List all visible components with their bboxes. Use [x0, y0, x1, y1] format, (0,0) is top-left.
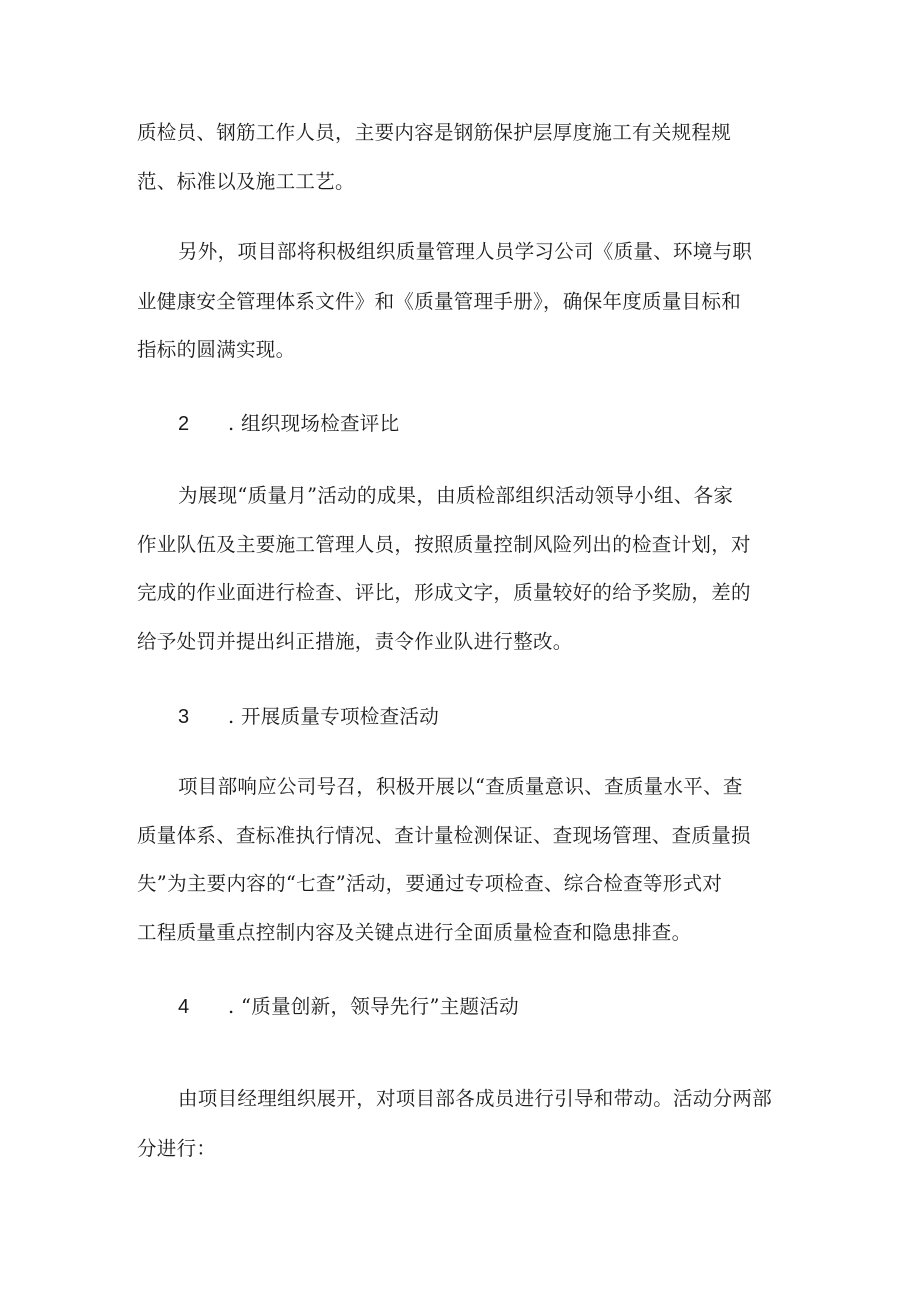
paragraph-line: 分进行：: [137, 1137, 217, 1160]
section-heading: . “质量创新，领导先行”主题活动: [228, 995, 519, 1018]
paragraph-line: 指标的圆满实现。: [137, 338, 296, 361]
paragraph-line: 作业队伍及主要施工管理人员，按照质量控制风险列出的检查计划，对: [137, 533, 751, 556]
paragraph-line: 工程质量重点控制内容及关键点进行全面质量检查和隐患排查。: [137, 921, 692, 944]
section-number: 2: [178, 413, 190, 435]
section-number: 3: [178, 706, 190, 728]
paragraph-line: 给予处罚并提出纠正措施，责令作业队进行整改。: [137, 630, 573, 653]
paragraph-line: 项目部响应公司号召，积极开展以“查质量意识、查质量水平、查: [178, 775, 743, 798]
paragraph-line: 质量体系、查标准执行情况、查计量检测保证、查现场管理、查质量损: [137, 824, 751, 847]
paragraph-line: 完成的作业面进行检查、评比，形成文字，质量较好的给予奖励，差的: [137, 581, 751, 604]
paragraph-line: 业健康安全管理体系文件》和《质量管理手册》，确保年度质量目标和: [137, 290, 742, 313]
paragraph-line: 范、标准以及施工工艺。: [137, 170, 355, 193]
section-heading: . 组织现场检查评比: [228, 412, 400, 435]
paragraph-line: 失”为主要内容的“七查”活动，要通过专项检查、综合检查等形式对: [137, 872, 723, 895]
paragraph-line: 另外，项目部将积极组织质量管理人员学习公司《质量、环境与职: [178, 240, 753, 263]
paragraph-line: 质检员、钢筋工作人员，主要内容是钢筋保护层厚度施工有关规程规: [137, 121, 732, 144]
section-number: 4: [178, 996, 190, 1018]
paragraph-line: 为展现“质量月”活动的成果，由质检部组织活动领导小组、各家: [178, 484, 734, 507]
section-heading: . 开展质量专项检查活动: [228, 705, 439, 728]
paragraph-line: 由项目经理组织展开，对项目部各成员进行引导和带动。活动分两部: [178, 1087, 773, 1110]
